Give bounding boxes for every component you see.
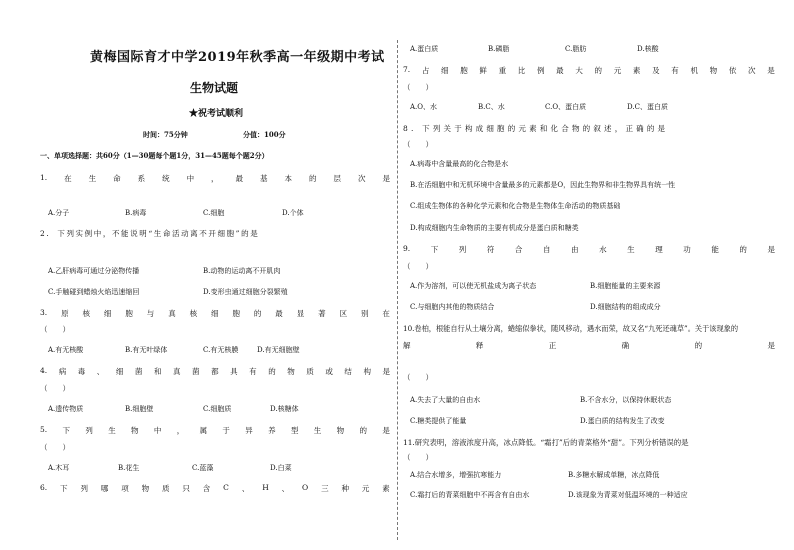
q9-option-d[interactable]: D.细胞结构的组成成分 [590, 303, 661, 311]
q-char: 细 [441, 66, 449, 75]
q-char: C [223, 483, 229, 492]
q-char: 原 [61, 309, 69, 318]
q-char: 、 [281, 484, 290, 493]
q-char: 中 [186, 174, 195, 183]
q-char: O [302, 483, 309, 492]
q-char: 含 [202, 484, 211, 493]
q8-option-d[interactable]: D.构成细胞内生命物质的主要有机成分是蛋白质和糖类 [410, 224, 579, 232]
q-char: 最 [235, 174, 244, 183]
q7-option-a[interactable]: A.O、水 [410, 103, 438, 111]
q-char: 释 [475, 341, 484, 350]
q2-option-b[interactable]: B.动物的运动离不开肌肉 [203, 267, 281, 275]
q-char: 型 [290, 426, 299, 435]
q11-option-d[interactable]: D.该现象为青菜对低温环境的一种适应 [568, 491, 688, 499]
q4-option-c[interactable]: C.细胞质 [203, 405, 232, 413]
q-char: 例 [536, 66, 545, 75]
q-char: 物 [336, 426, 345, 435]
q-char: 下 [430, 245, 439, 254]
q-char: 、 [96, 367, 105, 376]
q-char: 结 [344, 367, 352, 376]
question-4-stem [40, 366, 390, 377]
q2-option-a[interactable]: A.乙肝病毒可通过分泌物传播 [48, 267, 140, 275]
q-char: 9. [403, 244, 411, 253]
q-char: 只 [182, 484, 190, 493]
q-char: 核 [82, 309, 90, 318]
q-char: 菌 [192, 367, 200, 376]
q-char: 素 [632, 66, 641, 75]
q-char: 本 [284, 174, 292, 183]
q8-answer-blank: （ ） [403, 140, 433, 149]
q6-option-b[interactable]: B.磷脂 [488, 45, 510, 53]
q-char: 依 [728, 66, 737, 75]
q10-option-a[interactable]: A.失去了大量的自由水 [410, 396, 481, 404]
q6-option-d[interactable]: D.核酸 [637, 45, 659, 53]
question-9-stem [403, 244, 775, 255]
q-char: 别 [360, 309, 369, 318]
q-char: 统 [162, 174, 170, 183]
q-char: 正 [548, 341, 557, 350]
q10-option-d[interactable]: D.蛋白质的结构发生了改变 [580, 417, 665, 425]
q-char: ， [211, 174, 219, 183]
q-char: 物 [709, 66, 718, 75]
q-char: 或 [325, 367, 333, 376]
q-char: 异 [245, 426, 253, 435]
q-char: 与 [146, 309, 155, 318]
column-divider [397, 40, 398, 540]
q-char: 的 [739, 245, 747, 254]
q-char: 物 [141, 484, 150, 493]
q-char: 系 [137, 174, 146, 183]
q11-option-a[interactable]: A.结合水增多，增强抗寒能力 [410, 471, 502, 479]
q-char: 在 [382, 309, 390, 318]
q7-option-b[interactable]: B.C、水 [478, 103, 505, 111]
q-char: 元 [613, 66, 622, 75]
question-11-stem: 11.研究表明，溶液浓度升高，冰点降低。“霜打”后的青菜格外“甜”。下列分析错误的是 [403, 438, 689, 447]
q-char: 生 [108, 426, 116, 435]
q-char: 生 [627, 245, 635, 254]
q-char: 重 [498, 66, 507, 75]
q7-option-c[interactable]: C.O、蛋白质 [545, 103, 587, 111]
q-char: 及 [652, 66, 660, 75]
q-char: 的 [594, 66, 603, 75]
q-char: 细 [103, 309, 112, 318]
q3-option-a[interactable]: A.有无核酸 [48, 346, 84, 354]
question-5-stem [40, 425, 390, 436]
q-char: 在 [64, 174, 72, 183]
q-char: 真 [172, 367, 181, 376]
q-char: ， [176, 426, 185, 435]
q-char: 中 [153, 426, 162, 435]
q-char: 列 [80, 484, 88, 493]
q-char: 符 [486, 245, 495, 254]
q9-option-a[interactable]: A.作为溶剂，可以使无机盐成为离子状态 [410, 282, 537, 290]
q-char: 三 [321, 484, 329, 493]
q5-option-b[interactable]: B.花生 [118, 464, 140, 472]
q-char: 水 [599, 245, 607, 254]
q5-option-d[interactable]: D.白菜 [270, 464, 292, 472]
q-char: 7. [403, 65, 411, 74]
q-char: 机 [690, 66, 698, 75]
q-char: 是 [382, 367, 390, 376]
q-char: 构 [363, 367, 371, 376]
q-char: 有 [671, 66, 679, 75]
q-char: 核 [189, 309, 198, 318]
q-char: 鲜 [479, 66, 487, 75]
q-char: 下 [62, 426, 70, 435]
exam-score: 分值：100分 [243, 130, 286, 139]
q-char: 细 [211, 309, 219, 318]
q-char: 1. [40, 173, 48, 182]
q6-option-c[interactable]: C.脂肪 [565, 45, 587, 53]
q-char: 种 [341, 484, 349, 493]
q-char: 于 [222, 426, 230, 435]
question-2-stem: 2. 下列实例中，不能说明“生命活动离不开细胞”的是 [40, 229, 260, 238]
q-char: 能 [711, 245, 719, 254]
q-char: 是 [767, 341, 775, 350]
q-char: 是 [382, 174, 390, 183]
q-char: 功 [683, 245, 691, 254]
q-char: 质 [162, 484, 170, 493]
q1-option-a[interactable]: A.分子 [48, 209, 70, 217]
q-char: 是 [767, 245, 775, 254]
q2-option-c[interactable]: C.手触碰到蜡烛火焰迅速缩回 [48, 288, 140, 296]
q-char: 下 [60, 484, 68, 493]
q-char: 是 [767, 66, 775, 75]
question-8-stem: 8. 下列关于构成细胞的元素和化合物的叙述，正确的是 [403, 124, 669, 133]
q10-option-b[interactable]: B.不含水分，以保持休眠状态 [580, 396, 672, 404]
q-char: 胞 [460, 66, 468, 75]
q-char: 属 [199, 426, 208, 435]
q10-answer-blank: （ ） [403, 373, 433, 382]
q-char: 胞 [125, 309, 133, 318]
q-char: 物 [287, 367, 295, 376]
q4-option-d[interactable]: D.核糖体 [270, 405, 299, 413]
q-char: 列 [85, 426, 93, 435]
q-char: 的 [268, 367, 276, 376]
q8-option-b[interactable]: B.在活细胞中和无机环境中含量最多的元素都是O，因此生物界和非生物界具有统一性 [410, 181, 676, 189]
q1-option-c[interactable]: C.细胞 [203, 209, 225, 217]
q4-option-b[interactable]: B.细胞壁 [125, 405, 154, 413]
q-char: 质 [306, 367, 314, 376]
question-7-stem [403, 65, 775, 76]
q-char: 著 [318, 309, 326, 318]
q11-option-b[interactable]: B.多糖水解成单糖，冰点降低 [568, 471, 660, 479]
q-char: 次 [357, 174, 366, 183]
q5-option-c[interactable]: C.蓝藻 [192, 464, 214, 472]
q-char: 养 [268, 426, 276, 435]
q-char: 都 [211, 367, 219, 376]
q-char: 和 [153, 367, 162, 376]
q4-option-a[interactable]: A.遗传物质 [48, 405, 84, 413]
q9-option-c[interactable]: C.与细胞内其他的物质结合 [410, 303, 495, 311]
q6-option-a[interactable]: A.蛋白质 [410, 45, 439, 53]
q-char: 自 [542, 245, 551, 254]
q3-option-c[interactable]: C.有无核膜 [203, 346, 239, 354]
q-char: 最 [556, 66, 564, 75]
subject-title: 生物试题 [190, 81, 239, 95]
q-char: 6. [40, 483, 48, 492]
q-char: 元 [361, 484, 370, 493]
q-char: 菌 [134, 367, 143, 376]
q-char: 占 [421, 66, 430, 75]
q-char: 理 [655, 245, 663, 254]
q10-option-c[interactable]: C.糖类提供了能量 [410, 417, 467, 425]
question-10-stem-line2 [403, 340, 775, 351]
q-char: 确 [621, 341, 630, 350]
q3-option-b[interactable]: B.有无叶绿体 [125, 346, 168, 354]
q-char: 胞 [232, 309, 240, 318]
exam-wish: ★祝考试顺利 [189, 109, 244, 119]
section-title: 一、单项选择题：共60分（1—30题每个题1分，31—45题每个题2分） [40, 151, 269, 160]
q-char: 合 [514, 245, 523, 254]
q-char: 解 [403, 341, 411, 350]
q-char: 3. [40, 308, 48, 317]
q4-answer-blank: （ ） [40, 384, 70, 393]
question-1-stem [40, 173, 390, 184]
q3-option-d[interactable]: D.有无细胞壁 [257, 346, 300, 354]
q-char: 显 [296, 309, 305, 318]
q9-answer-blank: （ ） [403, 262, 433, 271]
question-3-stem [40, 308, 390, 319]
q-char: H [262, 483, 269, 492]
q11-answer-blank: （ ） [403, 453, 433, 462]
q-char: 项 [121, 484, 129, 493]
q7-option-d[interactable]: D.C、蛋白质 [627, 103, 668, 111]
q-char: 命 [113, 174, 121, 183]
question-10-stem: 10.卷柏，根能自行从土壤分离，蜷缩似拳状，随风移动，遇水而荣，故又名“九死还魂草”。关于该现象的 [403, 324, 739, 333]
q1-option-b[interactable]: B.病毒 [125, 209, 147, 217]
q-char: 物 [131, 426, 139, 435]
exam-title: 黄梅国际育才中学2019年秋季高一年级期中考试 [90, 50, 385, 65]
q-char: 的 [694, 341, 703, 350]
q-char: 由 [571, 245, 579, 254]
q11-option-c[interactable]: C.霜打后的青菜细胞中不再含有自由水 [410, 491, 530, 499]
q-char: 哪 [100, 484, 109, 493]
q-char: 列 [458, 245, 467, 254]
q5-answer-blank: （ ） [40, 443, 70, 452]
q9-option-b[interactable]: B.细胞能量的主要来源 [590, 282, 661, 290]
q-char: 病 [58, 367, 67, 376]
q2-option-d[interactable]: D.变形虫通过细胞分裂繁殖 [203, 288, 288, 296]
q-char: 、 [241, 484, 250, 493]
q-char: 次 [748, 66, 756, 75]
q-char: 细 [115, 367, 124, 376]
q-char: 的 [359, 426, 367, 435]
q5-option-a[interactable]: A.木耳 [48, 464, 70, 472]
q-char: 最 [275, 309, 283, 318]
exam-time: 时间：75分钟 [143, 130, 188, 139]
q-char: 具 [230, 367, 238, 376]
q-char: 4. [40, 366, 48, 375]
q-char: 层 [333, 174, 341, 183]
q-char: 比 [517, 66, 526, 75]
q-char: 是 [382, 426, 390, 435]
q-char: 真 [168, 309, 176, 318]
q8-option-a[interactable]: A.病毒中含量最高的化合物是水 [410, 160, 509, 168]
q-char: 区 [339, 309, 348, 318]
q-char: 生 [88, 174, 97, 183]
q-char: 毒 [77, 367, 86, 376]
q-char: 素 [382, 484, 390, 493]
q-char: 有 [249, 367, 257, 376]
q-char: 生 [313, 426, 322, 435]
q7-answer-blank: （ ） [403, 83, 433, 92]
q1-option-d[interactable]: D.个体 [282, 209, 304, 217]
q3-answer-blank: （ ） [40, 325, 70, 334]
q-char: 的 [253, 309, 262, 318]
q-char: 的 [308, 174, 317, 183]
q-char: 基 [260, 174, 268, 183]
question-6-stem [40, 483, 390, 494]
q8-option-c[interactable]: C.组成生物体的各种化学元素和化合物是生物体生命活动的物质基础 [410, 202, 621, 210]
q-char: 大 [575, 66, 583, 75]
q-char: 5. [40, 425, 48, 434]
